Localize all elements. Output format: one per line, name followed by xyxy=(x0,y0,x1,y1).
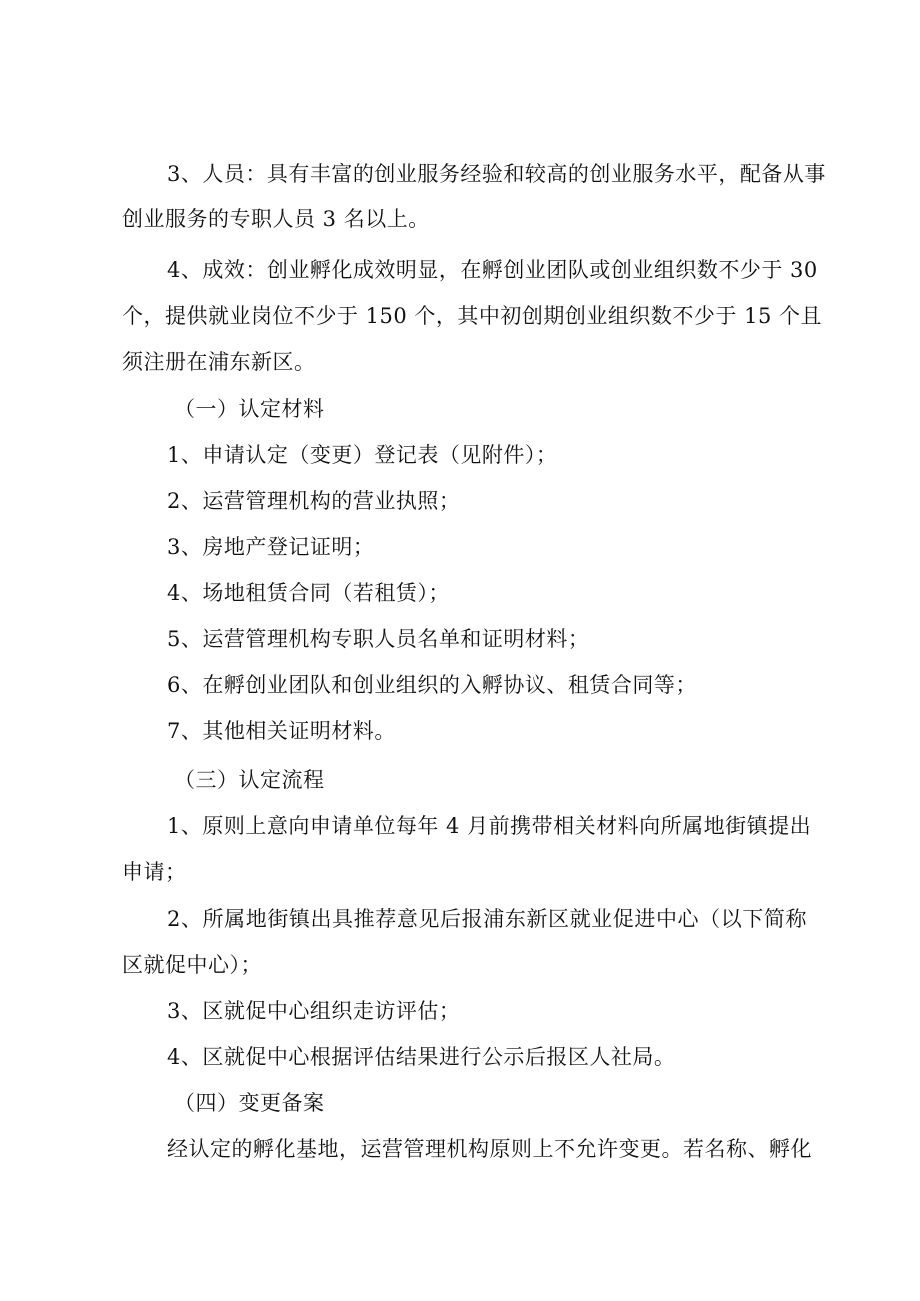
heading-process: （三）认定流程 xyxy=(174,768,325,792)
process-item-3: 3、区就促中心组织走访评估； xyxy=(167,999,461,1023)
materials-item-4: 4、场地租赁合同（若租赁）； xyxy=(167,581,450,605)
materials-item-1: 1、申请认定（变更）登记表（见附件）； xyxy=(167,443,558,467)
paragraph-personnel-line-1: 3、人员：具有丰富的创业服务经验和较高的创业服务水平，配备从事 xyxy=(167,162,826,186)
paragraph-personnel-line-2: 创业服务的专职人员 3 名以上。 xyxy=(122,207,430,231)
materials-item-5: 5、运营管理机构专职人员名单和证明材料； xyxy=(167,627,590,651)
paragraph-results-line-2: 个，提供就业岗位不少于 150 个，其中初创期创业组织数不少于 15 个且 xyxy=(122,304,823,328)
paragraph-change-line-1: 经认定的孵化基地，运营管理机构原则上不允许变更。若名称、孵化 xyxy=(167,1137,812,1161)
process-item-1-line-2: 申请； xyxy=(122,860,187,884)
paragraph-results-line-3: 须注册在浦东新区。 xyxy=(122,350,316,374)
paragraph-results-line-1: 4、成效：创业孵化成效明显，在孵创业团队或创业组织数不少于 30 xyxy=(167,258,818,282)
heading-materials: （一）认定材料 xyxy=(174,397,325,421)
process-item-2-line-1: 2、所属地街镇出具推荐意见后报浦东新区就业促进中心（以下简称 xyxy=(167,907,807,931)
materials-item-2: 2、运营管理机构的营业执照； xyxy=(167,489,461,513)
process-item-1-line-1: 1、原则上意向申请单位每年 4 月前携带相关材料向所属地街镇提出 xyxy=(167,814,812,838)
materials-item-6: 6、在孵创业团队和创业组织的入孵协议、租赁合同等； xyxy=(167,673,697,697)
process-item-4: 4、区就促中心根据评估结果进行公示后报区人社局。 xyxy=(167,1045,676,1069)
materials-item-3: 3、房地产登记证明； xyxy=(167,535,375,559)
process-item-2-line-2: 区就促中心）； xyxy=(122,953,262,977)
heading-change: （四）变更备案 xyxy=(174,1091,325,1115)
materials-item-7: 7、其他相关证明材料。 xyxy=(167,719,396,743)
